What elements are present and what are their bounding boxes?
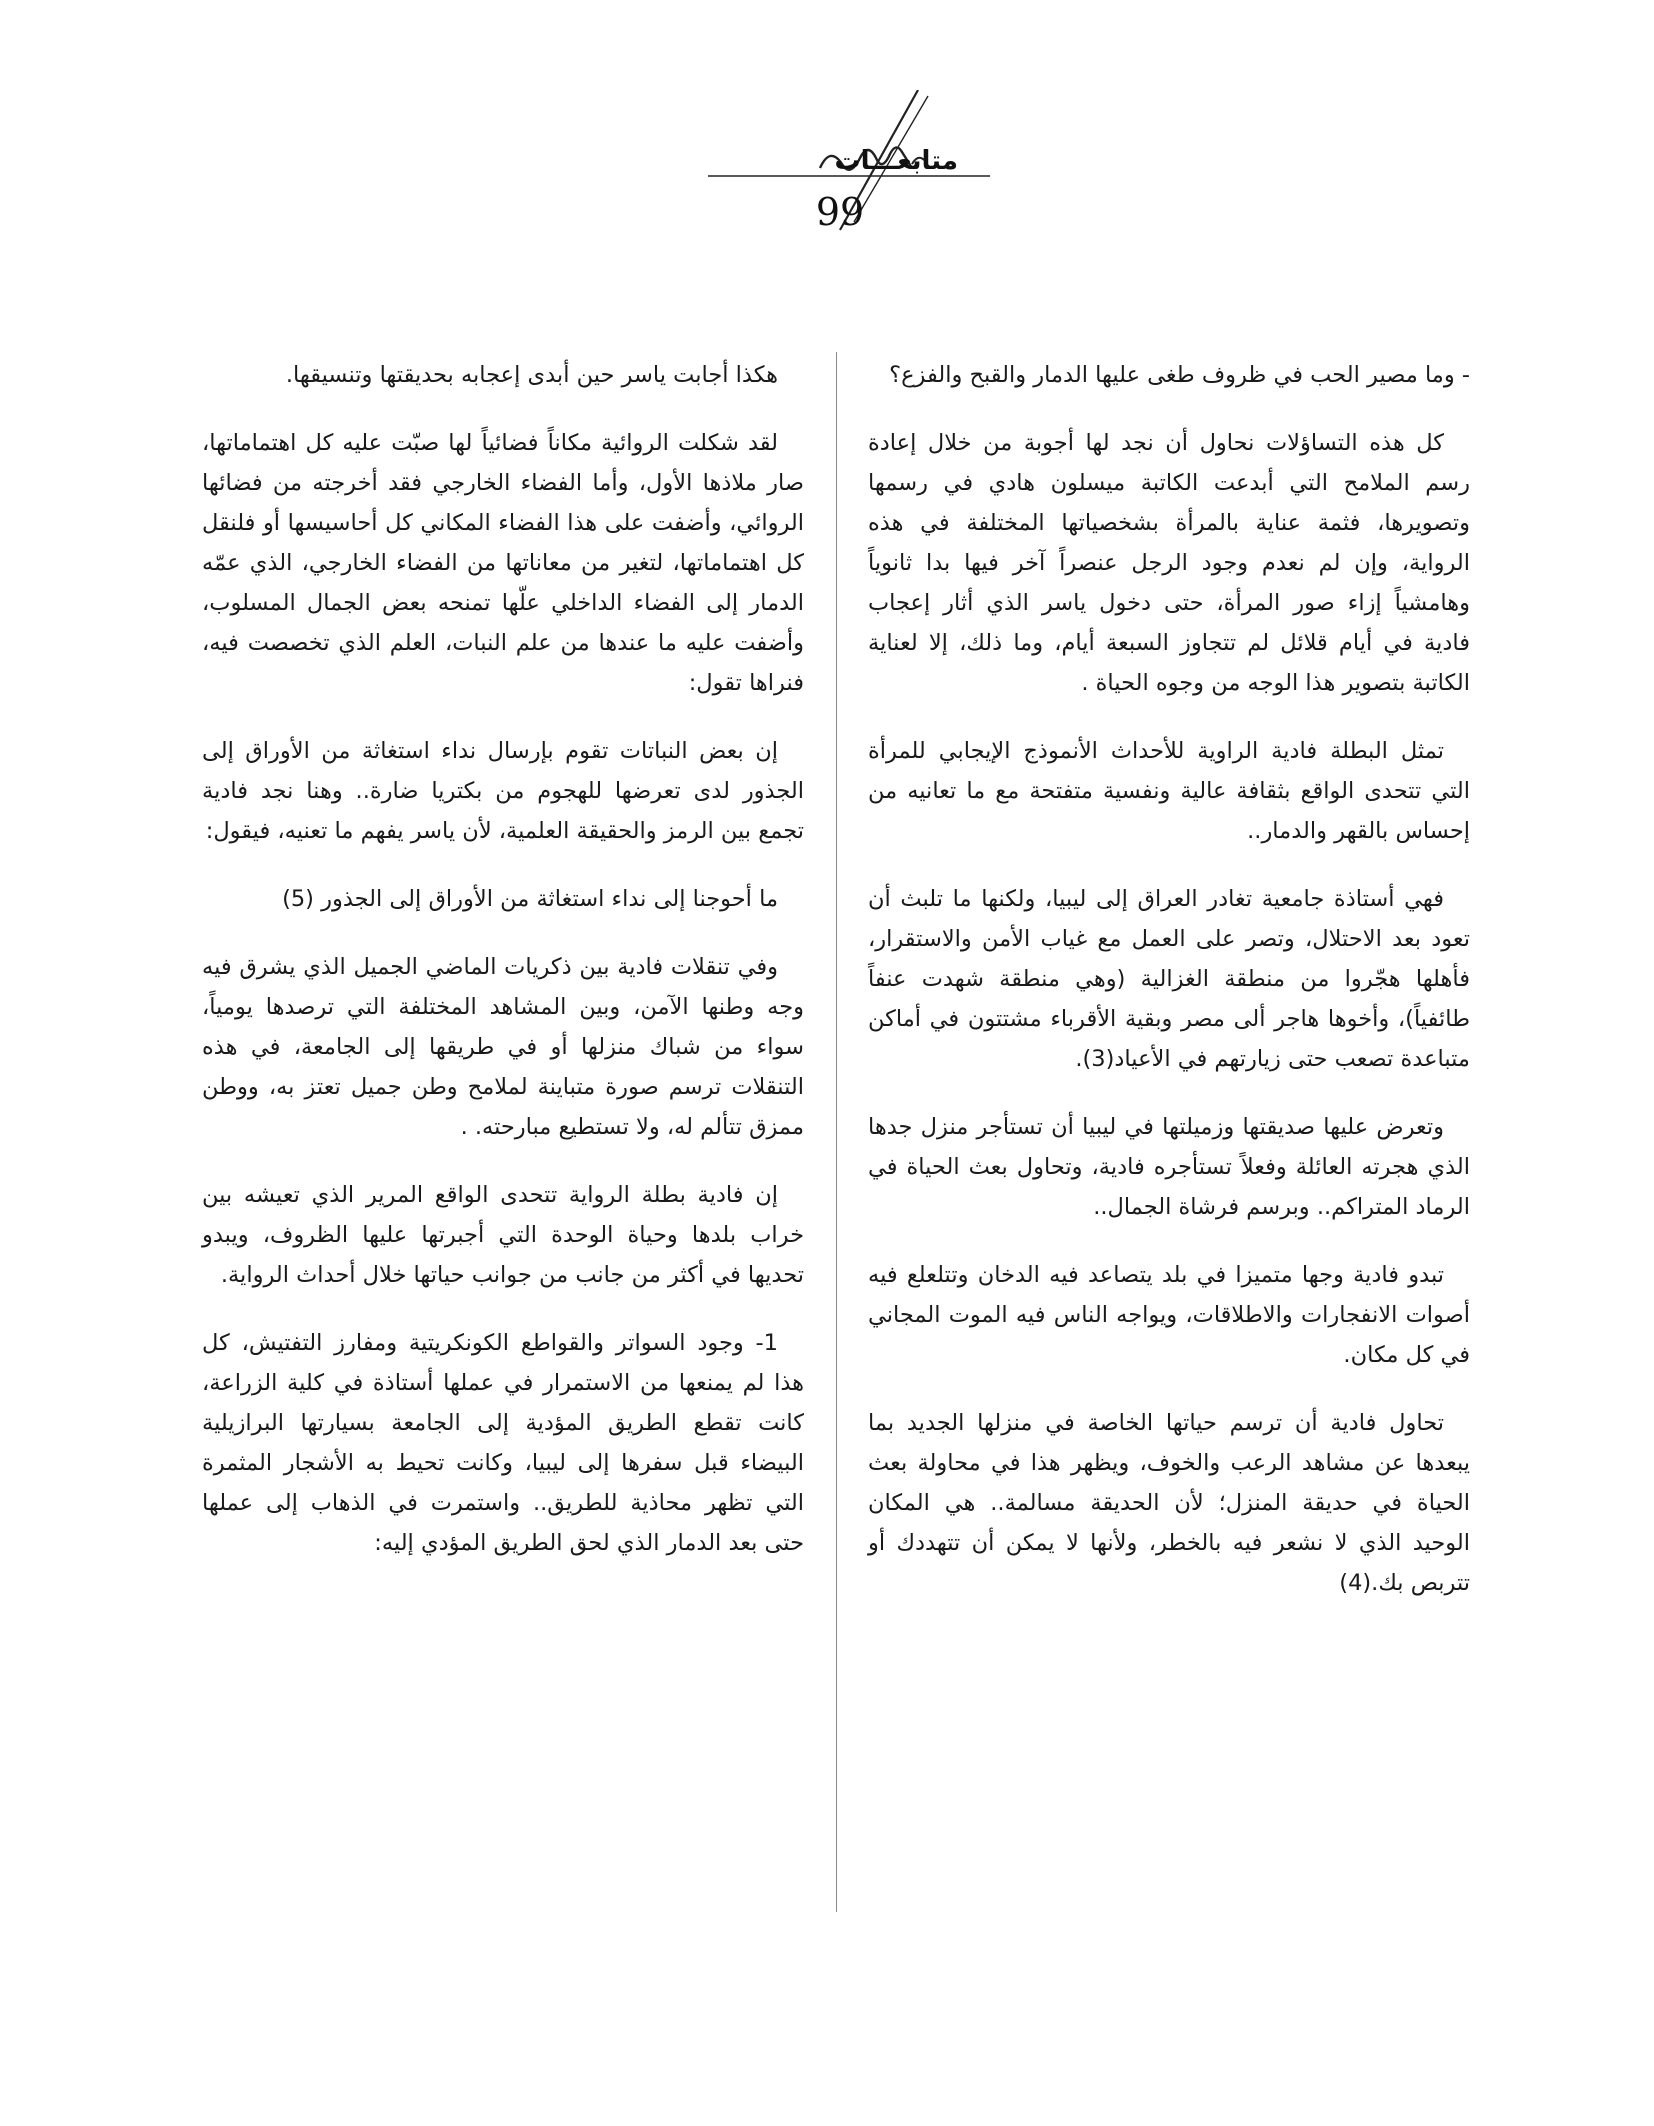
section-label: متابعـــات <box>834 146 958 176</box>
left-column <box>202 355 804 1591</box>
paragraph: إن بعض النباتات تقوم بإرسال نداء استغاثة من الأوراق إلى الجذور لدى تعرضها للهجوم من بكتريا ضارة.. وهنا نجد فادية تجمع بين الرمز والحقيقة العلمية، لأن ياسر يفهم ما تعنيه، فيقول: <box>202 738 804 844</box>
paragraph: وفي تنقلات فادية بين ذكريات الماضي الجميل الذي يشرق فيه وجه وطنها الآمن، وبين المشاهد المختلفة التي ترصدها يومياً، سواء من شباك منزلها أو في طريقها إلى الجامعة، في هذه التنقلات ترسم صورة متباينة لملامح وطن جميل تعتز به، ووطن ممزق تتألم له، ولا تستطيع مبارحته. . <box>202 954 804 1140</box>
paragraph: هكذا أجابت ياسر حين أبدى إعجابه بحديقتها وتنسيقها. <box>285 362 778 388</box>
paragraph: وتعرض عليها صديقتها وزميلتها في ليبيا أن تستأجر منزل جدها الذي هجرته العائلة وفعلاً تستأجره فادية، وتحاول بعث الحياة في الرماد المتراكم.. وبرسم فرشاة الجمال.. <box>868 1114 1470 1220</box>
paragraph: فهي أستاذة جامعية تغادر العراق إلى ليبيا، ولكنها ما تلبث أن تعود بعد الاحتلال، وتصر على العمل مع غياب الأمن والاستقرار، فأهلها هجّروا من منطقة الغزالية (وهي منطقة شهدت عنفاً طائفياً)، وأخوها هاجر ألى مصر وبقية الأقرباء مشتتون في أماكن متباعدة تصعب حتى زيارتهم في الأعياد(3). <box>868 886 1470 1072</box>
paragraph: كل هذه التساؤلات نحاول أن نجد لها أجوبة من خلال إعادة رسم الملامح التي أبدعت الكاتبة ميسلون هادي في رسمها وتصويرها، فثمة عناية بالمرأة بشخصياتها المختلفة في هذه الرواية، وإن لم نعدم وجود الرجل عنصراً آخر فيها بدا ثانوياً وهامشياً إزاء صور المرأة، حتى دخول ياسر الذي أثار إعجاب فادية في أيام قلائل لم تتجاوز السبعة أيام، وما ذلك، إلا لعناية الكاتبة بتصوير هذا الوجه من وجوه الحياة . <box>868 430 1470 696</box>
quote-paragraph: ما أحوجنا إلى نداء استغاثة من الأوراق إلى الجذور (5) <box>282 886 778 912</box>
paragraph: تبدو فادية وجها متميزا في بلد يتصاعد فيه الدخان وتتلعلع فيه أصوات الانفجارات والاطلاقات، ويواجه الناس فيه الموت المجاني في كل مكان. <box>868 1262 1470 1368</box>
paragraph: 1- وجود السواتر والقواطع الكونكريتية ومفارز التفتيش، كل هذا لم يمنعها من الاستمرار في عملها أستاذة في كلية الزراعة، كانت تقطع الطريق المؤدية إلى الجامعة بسيارتها البرازيلية البيضاء قبل سفرها إلى ليبيا، وكانت تحيط به الأشجار المثمرة التي تظهر محاذية للطريق.. واستمرت في الذهاب إلى عملها حتى بعد الدمار الذي لحق الطريق المؤدي إليه: <box>202 1330 804 1556</box>
page-number: 99 <box>815 190 865 234</box>
paragraph: تحاول فادية أن ترسم حياتها الخاصة في منزلها الجديد بما يبعدها عن مشاهد الرعب والخوف، ويظهر هذا في محاولة بعث الحياة في حديقة المنزل؛ لأن الحديقة مسالمة.. هي المكان الوحيد الذي لا نشعر فيه بالخطر، ولأنها لا يمكن أن تتهددك أو تتربص بك.(4) <box>868 1410 1470 1596</box>
paragraph: إن فادية بطلة الرواية تتحدى الواقع المرير الذي تعيشه بين خراب بلدها وحياة الوحدة التي أجبرتها عليها الظروف، ويبدو تحديها في أكثر من جانب من جوانب حياتها خلال أحداث الرواية. <box>202 1182 804 1288</box>
column-divider <box>836 352 837 1912</box>
page-header <box>690 90 1000 240</box>
paragraph: لقد شكلت الروائية مكاناً فضائياً لها صبّت عليه كل اهتماماتها، صار ملاذها الأول، وأما الفضاء الخارجي فقد أخرجته من فضائها الروائي، وأضفت على هذا الفضاء المكاني كل أحاسيسها أو فلنقل كل اهتماماتها، لتغير من معاناتها من الفضاء الخارجي، الذي عمّه الدمار إلى الفضاء الداخلي علّها تمنحه بعض الجمال المسلوب، وأضفت عليه ما عندها من علم النبات، العلم الذي تخصصت فيه، فنراها تقول: <box>202 430 804 696</box>
right-column <box>868 355 1470 1631</box>
paragraph: - وما مصير الحب في ظروف طغى عليها الدمار والقبح والفزع؟ <box>889 362 1470 388</box>
paragraph: تمثل البطلة فادية الراوية للأحداث الأنموذج الإيجابي للمرأة التي تتحدى الواقع بثقافة عالية ونفسية متفتحة مع ما تعانيه من إحساس بالقهر والدمار.. <box>868 738 1470 844</box>
